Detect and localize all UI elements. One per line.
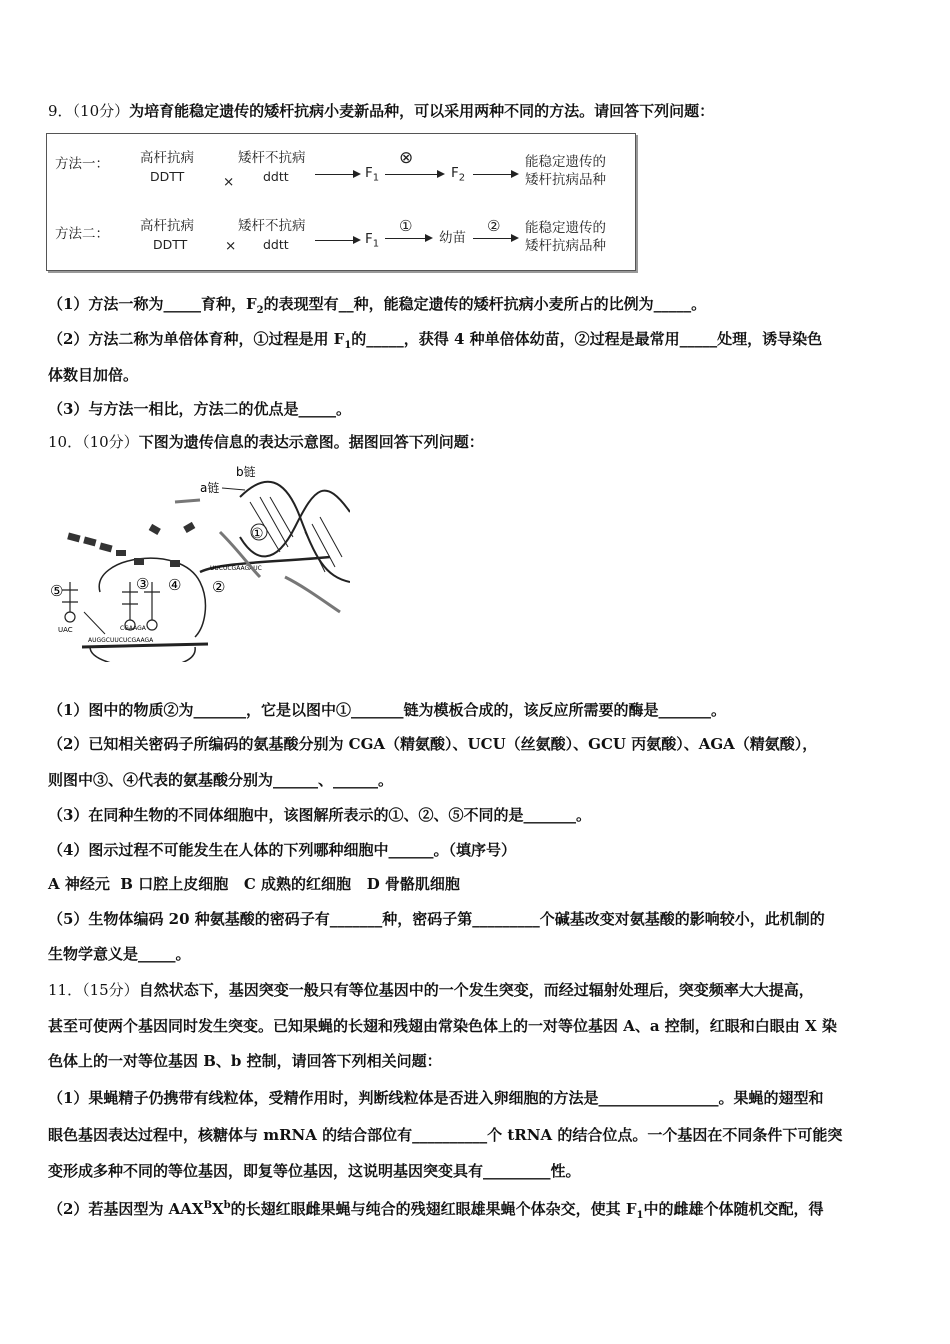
method1-label: 方法一： [55,156,109,172]
q10-sub5: （5）生物体编码 20 种氨基酸的密码子有_______种，密码子第_________个碱基改变对氨基酸的影响较小，此机制的 [48,910,825,928]
q11-sub1: （1）果蝇精子仍携带有线粒体，受精作用时，判断线粒体是否进入卵细胞的方法是________________。果蝇的翅型和 [48,1089,824,1107]
method2-step1-symbol: ① [399,217,413,235]
a-chain-pointer [222,488,245,490]
method2-result-1: 能稳定遗传的 [525,220,606,236]
method2-p2-geno: ddtt [263,237,289,252]
q11-stem-cont1: 甚至可使两个基因同时发生突变。已知果蝇的长翅和残翅由常染色体上的一对等位基因 A、a 控制，红眼和白眼由 X 染 [48,1017,837,1035]
method2-label: 方法二： [55,226,109,242]
marker-5-pointer [84,612,105,634]
q11-sub2: （2）若基因型为 $AAX^BX^b$的长翅红眼雌果蝇与纯合的残翅红眼雄果蝇个体杂交，使其 $F_1$中的雌雄个体随机交配，得 [48,1200,824,1221]
q10-sub4: （4）图示过程不可能发生在人体的下列哪种细胞中______。（填序号） [48,841,516,859]
q9-sub2: （2）方法二称为单倍体育种，①过程是用 $F_1$的_____，获得 4 种单倍体幼苗，②过程是最常用_____处理，诱导染色 [48,330,823,351]
label-a-chain: a链 [200,481,220,495]
q9-stem-line [48,101,714,121]
method1-arrow-2 [385,174,443,175]
breeding-methods-figure [46,133,636,271]
method1-arrow-3 [473,174,517,175]
method1-arrow-1 [315,174,359,175]
gene-expression-diagram [50,462,350,662]
q11-stem: 自然状态下，基因突变一般只有等位基因中的一个发生突变，而经过辐射处理后，突变频率大大提高， [138,981,814,999]
method2-p2-name: 矮杆不抗病 [238,218,306,234]
anticodon: UAC [58,626,73,634]
q10-sub3: （3）在同种生物的不同体细胞中，该图解所表示的①、②、⑤不同的是_______。 [48,806,591,824]
method2-seedling: 幼苗 [439,230,466,246]
q10-sub2: （2）已知相关密码子所编码的氨基酸分别为 CGA（精氨酸）、UCU（丝氨酸）、GCU 丙氨酸）、AGA（精氨酸）， [48,735,818,753]
label-b-chain: b链 [236,465,256,479]
method1-result-2: 矮杆抗病品种 [525,172,606,188]
method1-p1-name: 高杆抗病 [140,150,194,166]
method1-cross: × [223,174,235,190]
q11-number: 11． [48,981,83,999]
method2-arrow-3 [473,238,517,239]
q10-options: A 神经元 B 口腔上皮细胞 C 成熟的红细胞 D 骨骼肌细胞 [48,875,460,893]
method1-result-1: 能稳定遗传的 [525,154,606,170]
q11-sub1-cont1: 眼色基因表达过程中，核糖体与 mRNA 的结合部位有__________个 tRNA 的结合位点。一个基因在不同条件下可能突 [48,1126,843,1144]
method2-result-2: 矮杆抗病品种 [525,238,606,254]
q10-sub2-cont: 则图中③、④代表的氨基酸分别为______、______。 [48,771,394,789]
marker-4: ④ [168,576,182,594]
method2-arrow-1 [315,240,359,241]
method1-f2: $F_2$ [451,165,466,184]
mrna-on-ribosome [82,644,208,647]
q9-sub1: （1）方法一称为_____育种，$F_2$的表现型有__种，能稳定遗传的矮杆抗病小麦所占的比例为_____。 [48,295,707,316]
q10-stem: 下图为遗传信息的表达示意图。据图回答下列问题： [138,433,484,451]
method1-f1: $F_1$ [365,165,380,184]
q10-sub1: （1）图中的物质②为_______，它是以图中①_______链为模板合成的，该反应所需要的酶是_______。 [48,701,726,719]
q9-sub3: （3）与方法一相比，方法二的优点是_____。 [48,400,351,418]
q11-score: （15分） [82,981,139,999]
q11-stem-cont2: 色体上的一对等位基因 B、b 控制，请回答下列相关问题： [48,1052,442,1070]
mrna-top-bases: UUCUCGAAGAUC [210,565,262,572]
marker-2: ② [212,578,226,596]
q9-stem: 为培育能稳定遗传的矮杆抗病小麦新品种，可以采用两种不同的方法。请回答下列问题： [129,102,715,120]
codon-bases: AUGGCUUCUCGAAGA [88,637,154,644]
marker-3: ③ [136,575,150,593]
method2-step2-symbol: ② [487,217,501,235]
method1-p2-name: 矮杆不抗病 [238,150,306,166]
method2-f1: $F_1$ [365,231,380,250]
method2-arrow-2 [385,238,431,239]
method1-p2-geno: ddtt [263,169,289,184]
method2-p1-geno: DDTT [153,237,188,252]
marker-1: ① [251,526,264,542]
q10-number: 10． [48,433,83,451]
q10-stem-line [48,432,484,452]
method1-selfing-symbol: ⊗ [399,148,414,168]
method1-p1-geno: DDTT [150,169,185,184]
method2-p1-name: 高杆抗病 [140,218,194,234]
q10-score: （10分） [82,433,139,451]
q9-sub2-cont: 体数目加倍。 [48,366,139,384]
q9-number: 9． [48,102,73,120]
codon-labels: CGAAGA [120,625,146,632]
q11-stem-line [48,980,814,1000]
q9-score: （10分） [72,102,130,120]
q11-sub1-cont2: 变形成多种不同的等位基因，即复等位基因，这说明基因突变具有_________性。 [48,1162,581,1180]
q10-sub5-cont: 生物学意义是_____。 [48,945,191,963]
method2-cross: × [225,238,237,254]
marker-5: ⑤ [50,582,64,600]
ribosome [90,647,195,662]
